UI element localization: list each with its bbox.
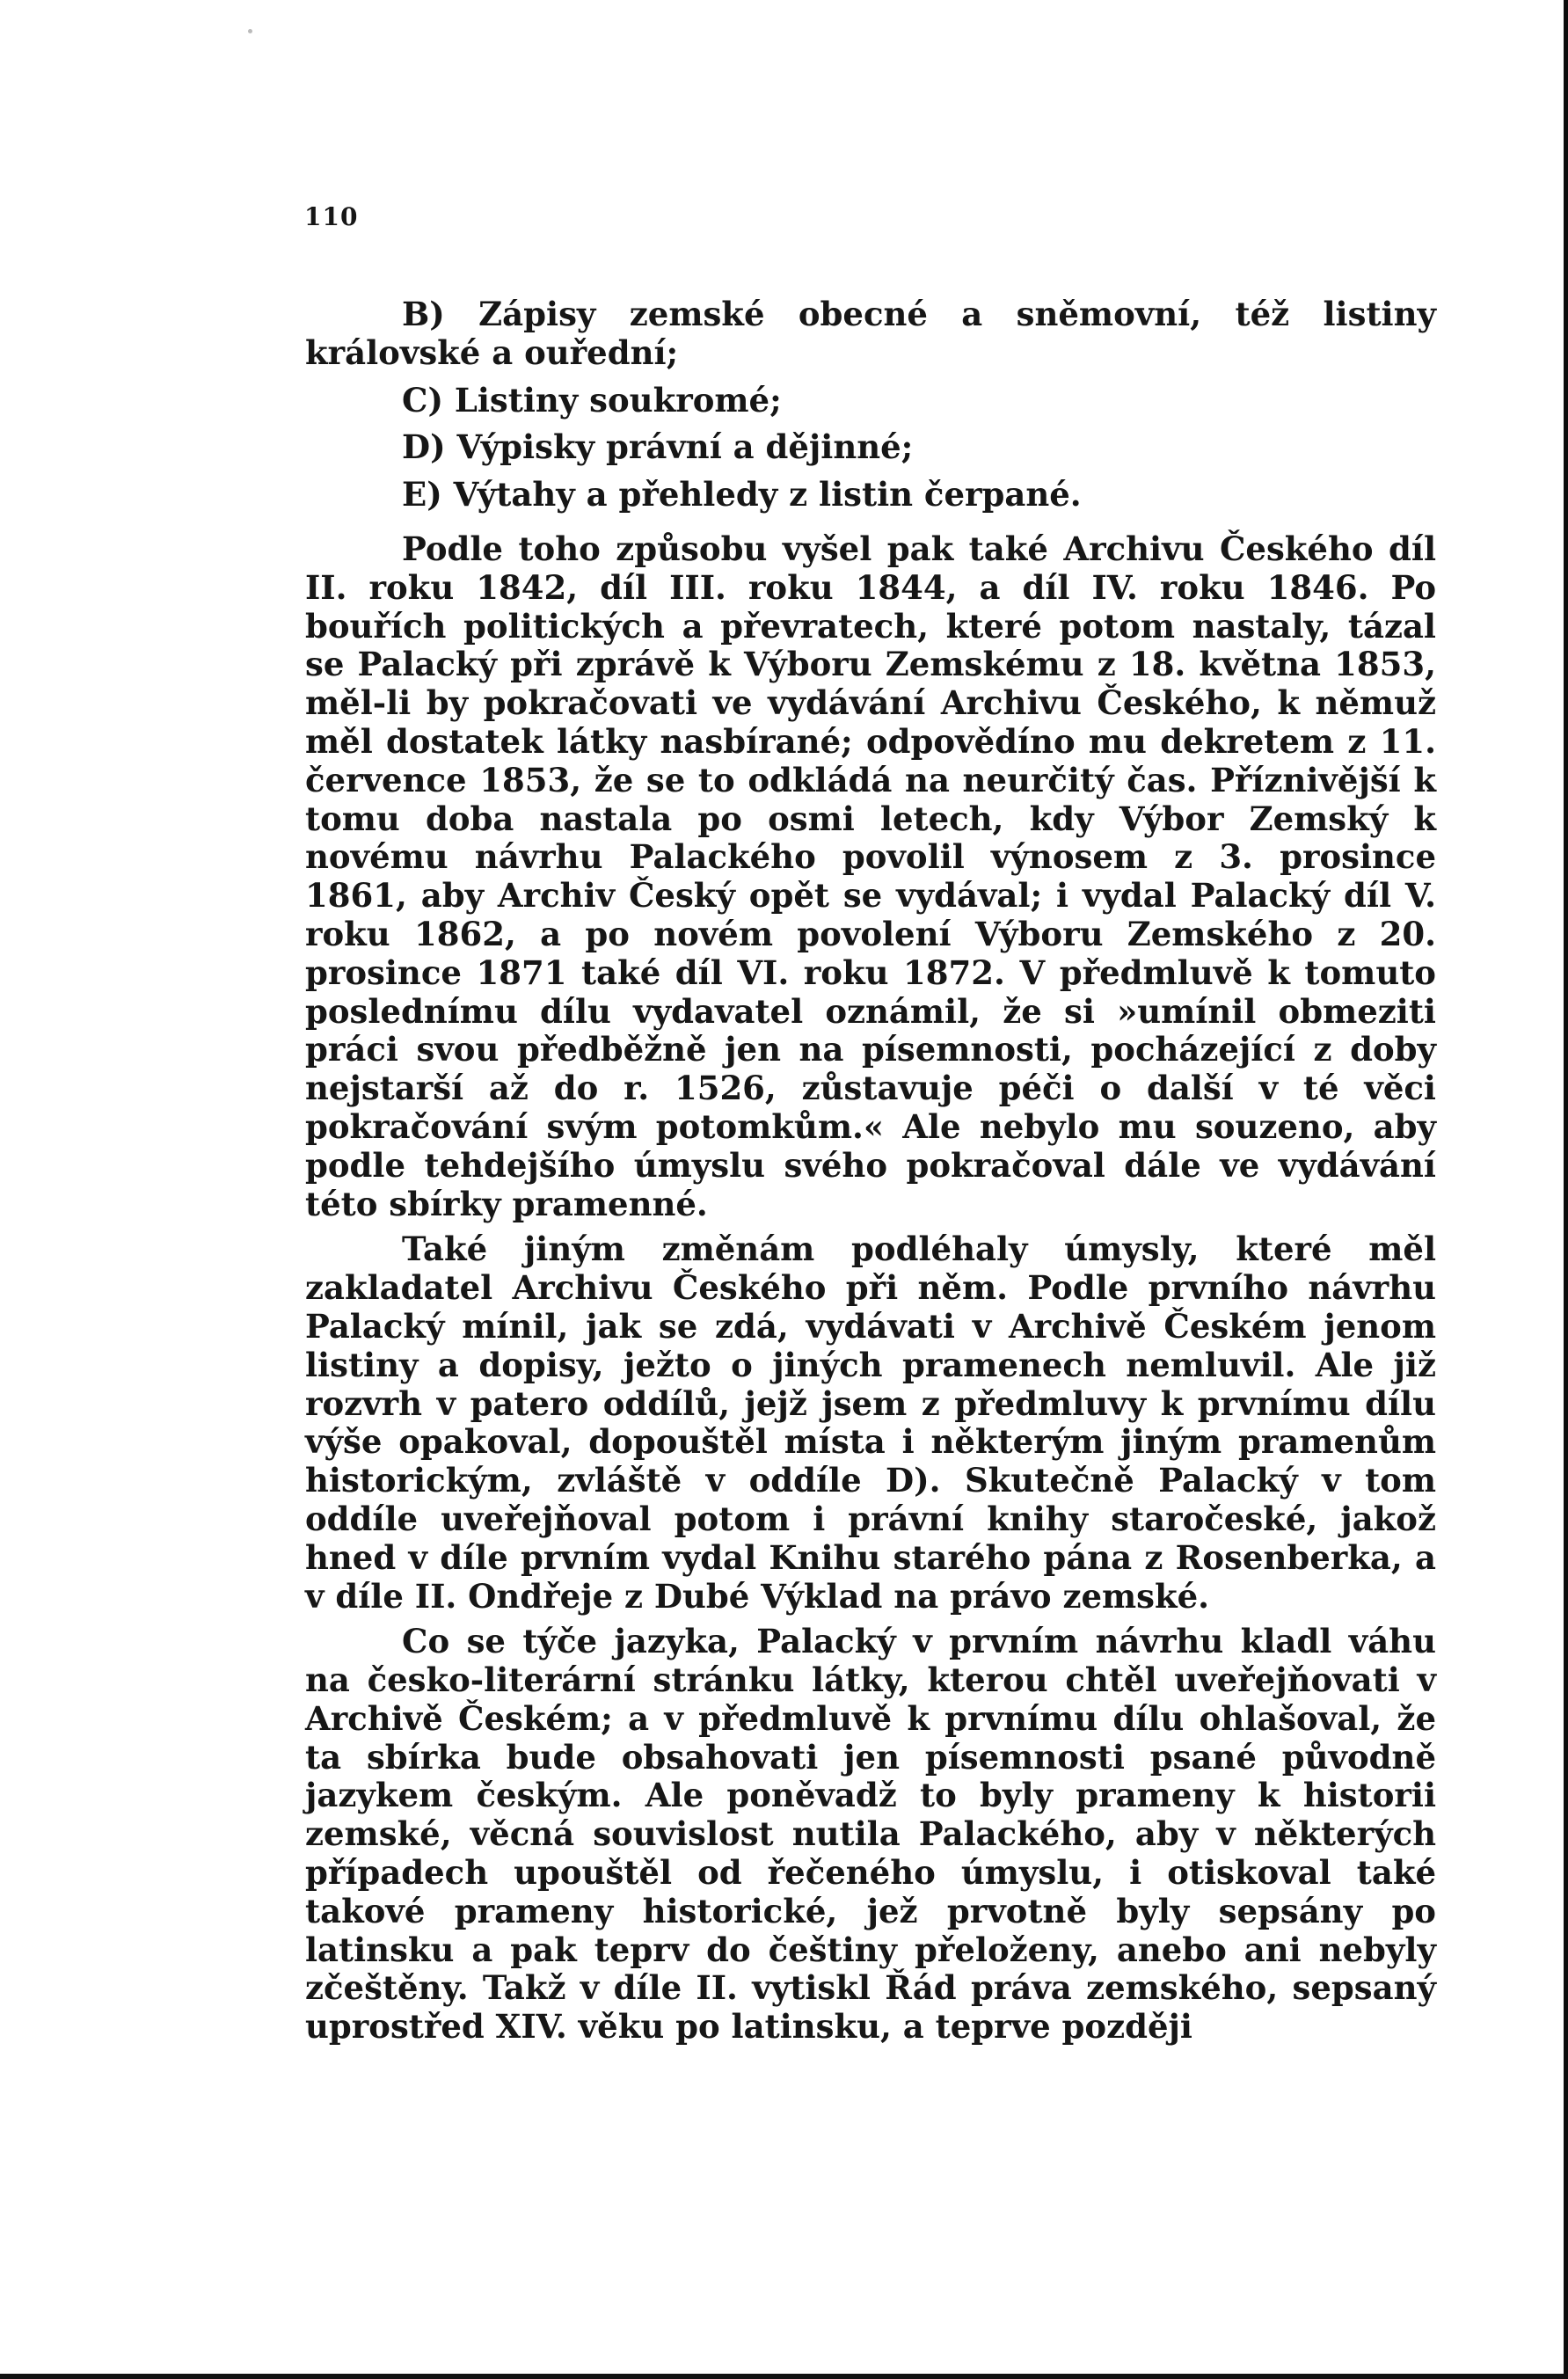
list-item-e: E) Výtahy a přehledy z listin čerpané. bbox=[402, 475, 1082, 514]
body-text bbox=[305, 296, 1436, 2047]
page-number: 110 bbox=[304, 202, 359, 231]
paragraph-changes: Také jiným změnám podléhaly úmysly, které měl zakladatel Archivu Českého při něm. Podle prvního návrhu Palacký mínil, jak se zdá, vydávati v Archivě Českém jenom listiny a dopisy, ježto o jiných pramenech nemluvil. Ale již rozvrh v patero oddílů, jejž jsem z předmluvy k prvnímu dílu výše opakoval, dopouštěl místa i některým jiným pramenům historickým, zvláště v oddíle D). Skutečně Palacký v tom oddíle uveřejňoval potom i právní knihy staročeské, jakož hned v díle prvním vydal Knihu starého pána z Rosenberka, a v díle II. Ondřeje z Dubé Výklad na právo zemské. bbox=[305, 1230, 1436, 1616]
scan-edge-bottom bbox=[0, 2374, 1568, 2379]
scan-edge-right bbox=[1564, 0, 1568, 2379]
paragraph-language: Co se týče jazyka, Palacký v prvním návrhu kladl váhu na česko-literární stránku látky, kterou chtěl uveřejňovati v Archivě Českém; a v předmluvě k prvnímu dílu ohlašoval, že ta sbírka bude obsahovati jen písemnosti psané původně jazykem českým. Ale poněvadž to byly prameny k historii zemské, věcná souvislost nutila Palackého, aby v některých případech upouštěl od řečeného úmyslu, i otiskoval také takové prameny historické, jež prvotně byly sepsány po latinsku a pak teprv do češtiny přeloženy, anebo ani nebyly zčeštěny. Takž v díle II. vytiskl Řád práva zemského, sepsaný uprostřed XIV. věku po latinsku, a teprve později bbox=[305, 1622, 1436, 2047]
paragraph-archive-volumes: Podle toho způsobu vyšel pak také Archivu Českého díl II. roku 1842, díl III. roku 1844, a díl IV. roku 1846. Po bouřích politických a převratech, které potom nastaly, tázal se Palacký při zprávě k Výboru Zemskému z 18. května 1853, měl-li by pokračovati ve vydávání Archivu Českého, k němuž měl dostatek látky nasbírané; odpovědíno mu dekretem z 11. července 1853, že se to odkládá na neurčitý čas. Příznivější k tomu doba nastala po osmi letech, kdy Výbor Zemský k novému návrhu Palackého povolil výnosem z 3. prosince 1861, aby Archiv Český opět se vydával; i vydal Palacký díl V. roku 1862, a po novém povolení Výboru Zemského z 20. prosince 1871 také díl VI. roku 1872. V předmluvě k tomuto poslednímu dílu vydavatel oznámil, že si »umínil obmeziti práci svou předběžně jen na písemnosti, pocházející z doby nejstarší až do r. 1526, zůstavuje péči o další v té věci pokračování svým potomkům.« Ale nebylo mu souzeno, aby podle tehdejšího úmyslu svého pokračoval dále ve vydávání této sbírky pramenné. bbox=[305, 529, 1436, 1223]
scan-speck bbox=[248, 29, 252, 33]
list-item-d: D) Výpisky právní a dějinné; bbox=[402, 427, 914, 467]
list-item-c: C) Listiny soukromé; bbox=[402, 380, 782, 420]
list-item-b: B) Zápisy zemské obecné a sněmovní, též listiny královské a ouřední; bbox=[305, 295, 1436, 372]
